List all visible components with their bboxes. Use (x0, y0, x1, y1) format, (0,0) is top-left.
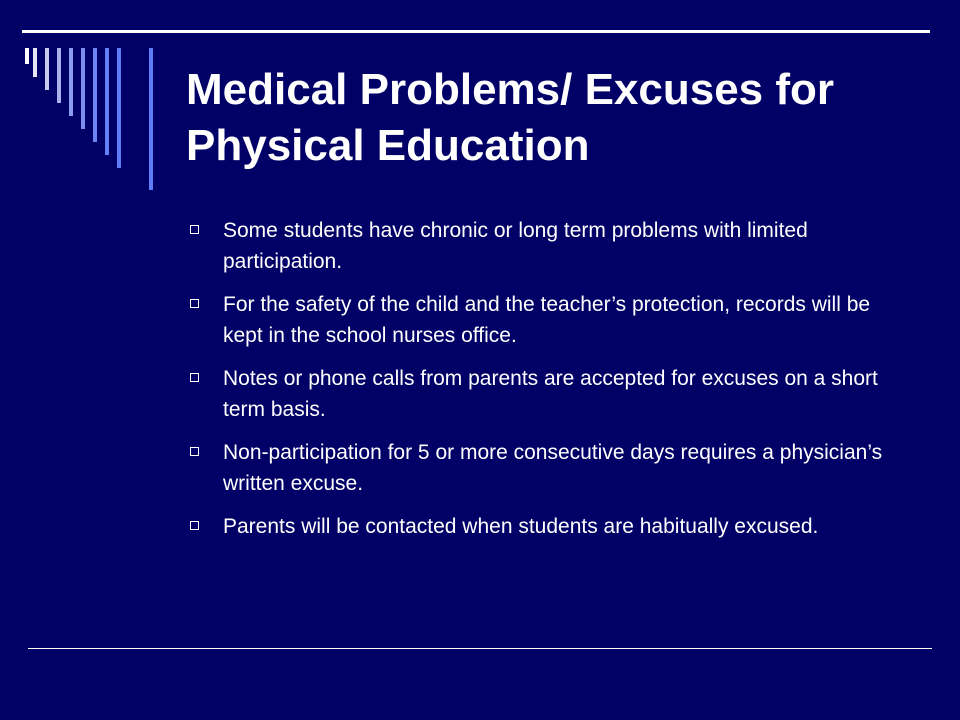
bullet-text: Some students have chronic or long term problems with limited participation. (223, 219, 808, 273)
square-bullet-icon (190, 299, 199, 308)
bullet-text: Parents will be contacted when students are habitually excused. (223, 515, 819, 538)
slide-title: Medical Problems/ Excuses for Physical Education (186, 65, 835, 170)
bullet-list (186, 215, 906, 554)
bullet-item (186, 511, 906, 542)
stripe-1 (25, 48, 29, 64)
stripe-6 (81, 48, 85, 129)
square-bullet-icon (190, 447, 199, 456)
square-bullet-icon (190, 225, 199, 234)
stripe-5 (69, 48, 73, 116)
square-bullet-icon (190, 521, 199, 530)
stripe-3 (45, 48, 49, 90)
square-bullet-icon (190, 373, 199, 382)
stripe-8 (105, 48, 109, 155)
bottom-divider-line (28, 648, 932, 649)
top-divider-line (22, 30, 930, 33)
stripe-7 (93, 48, 97, 142)
bullet-text: Notes or phone calls from parents are accepted for excuses on a short term basis. (223, 367, 878, 421)
stripe-9 (117, 48, 121, 168)
bullet-item (186, 363, 906, 425)
bullet-item (186, 215, 906, 277)
bullet-item (186, 437, 906, 499)
stripe-10 (149, 48, 153, 190)
stripe-4 (57, 48, 61, 103)
bullet-item (186, 289, 906, 351)
stripe-2 (33, 48, 37, 77)
bullet-text: Non-participation for 5 or more consecutive days requires a physician’s written excuse. (223, 441, 883, 495)
bullet-text: For the safety of the child and the teacher’s protection, records will be kept in the school nurses office. (223, 293, 871, 347)
